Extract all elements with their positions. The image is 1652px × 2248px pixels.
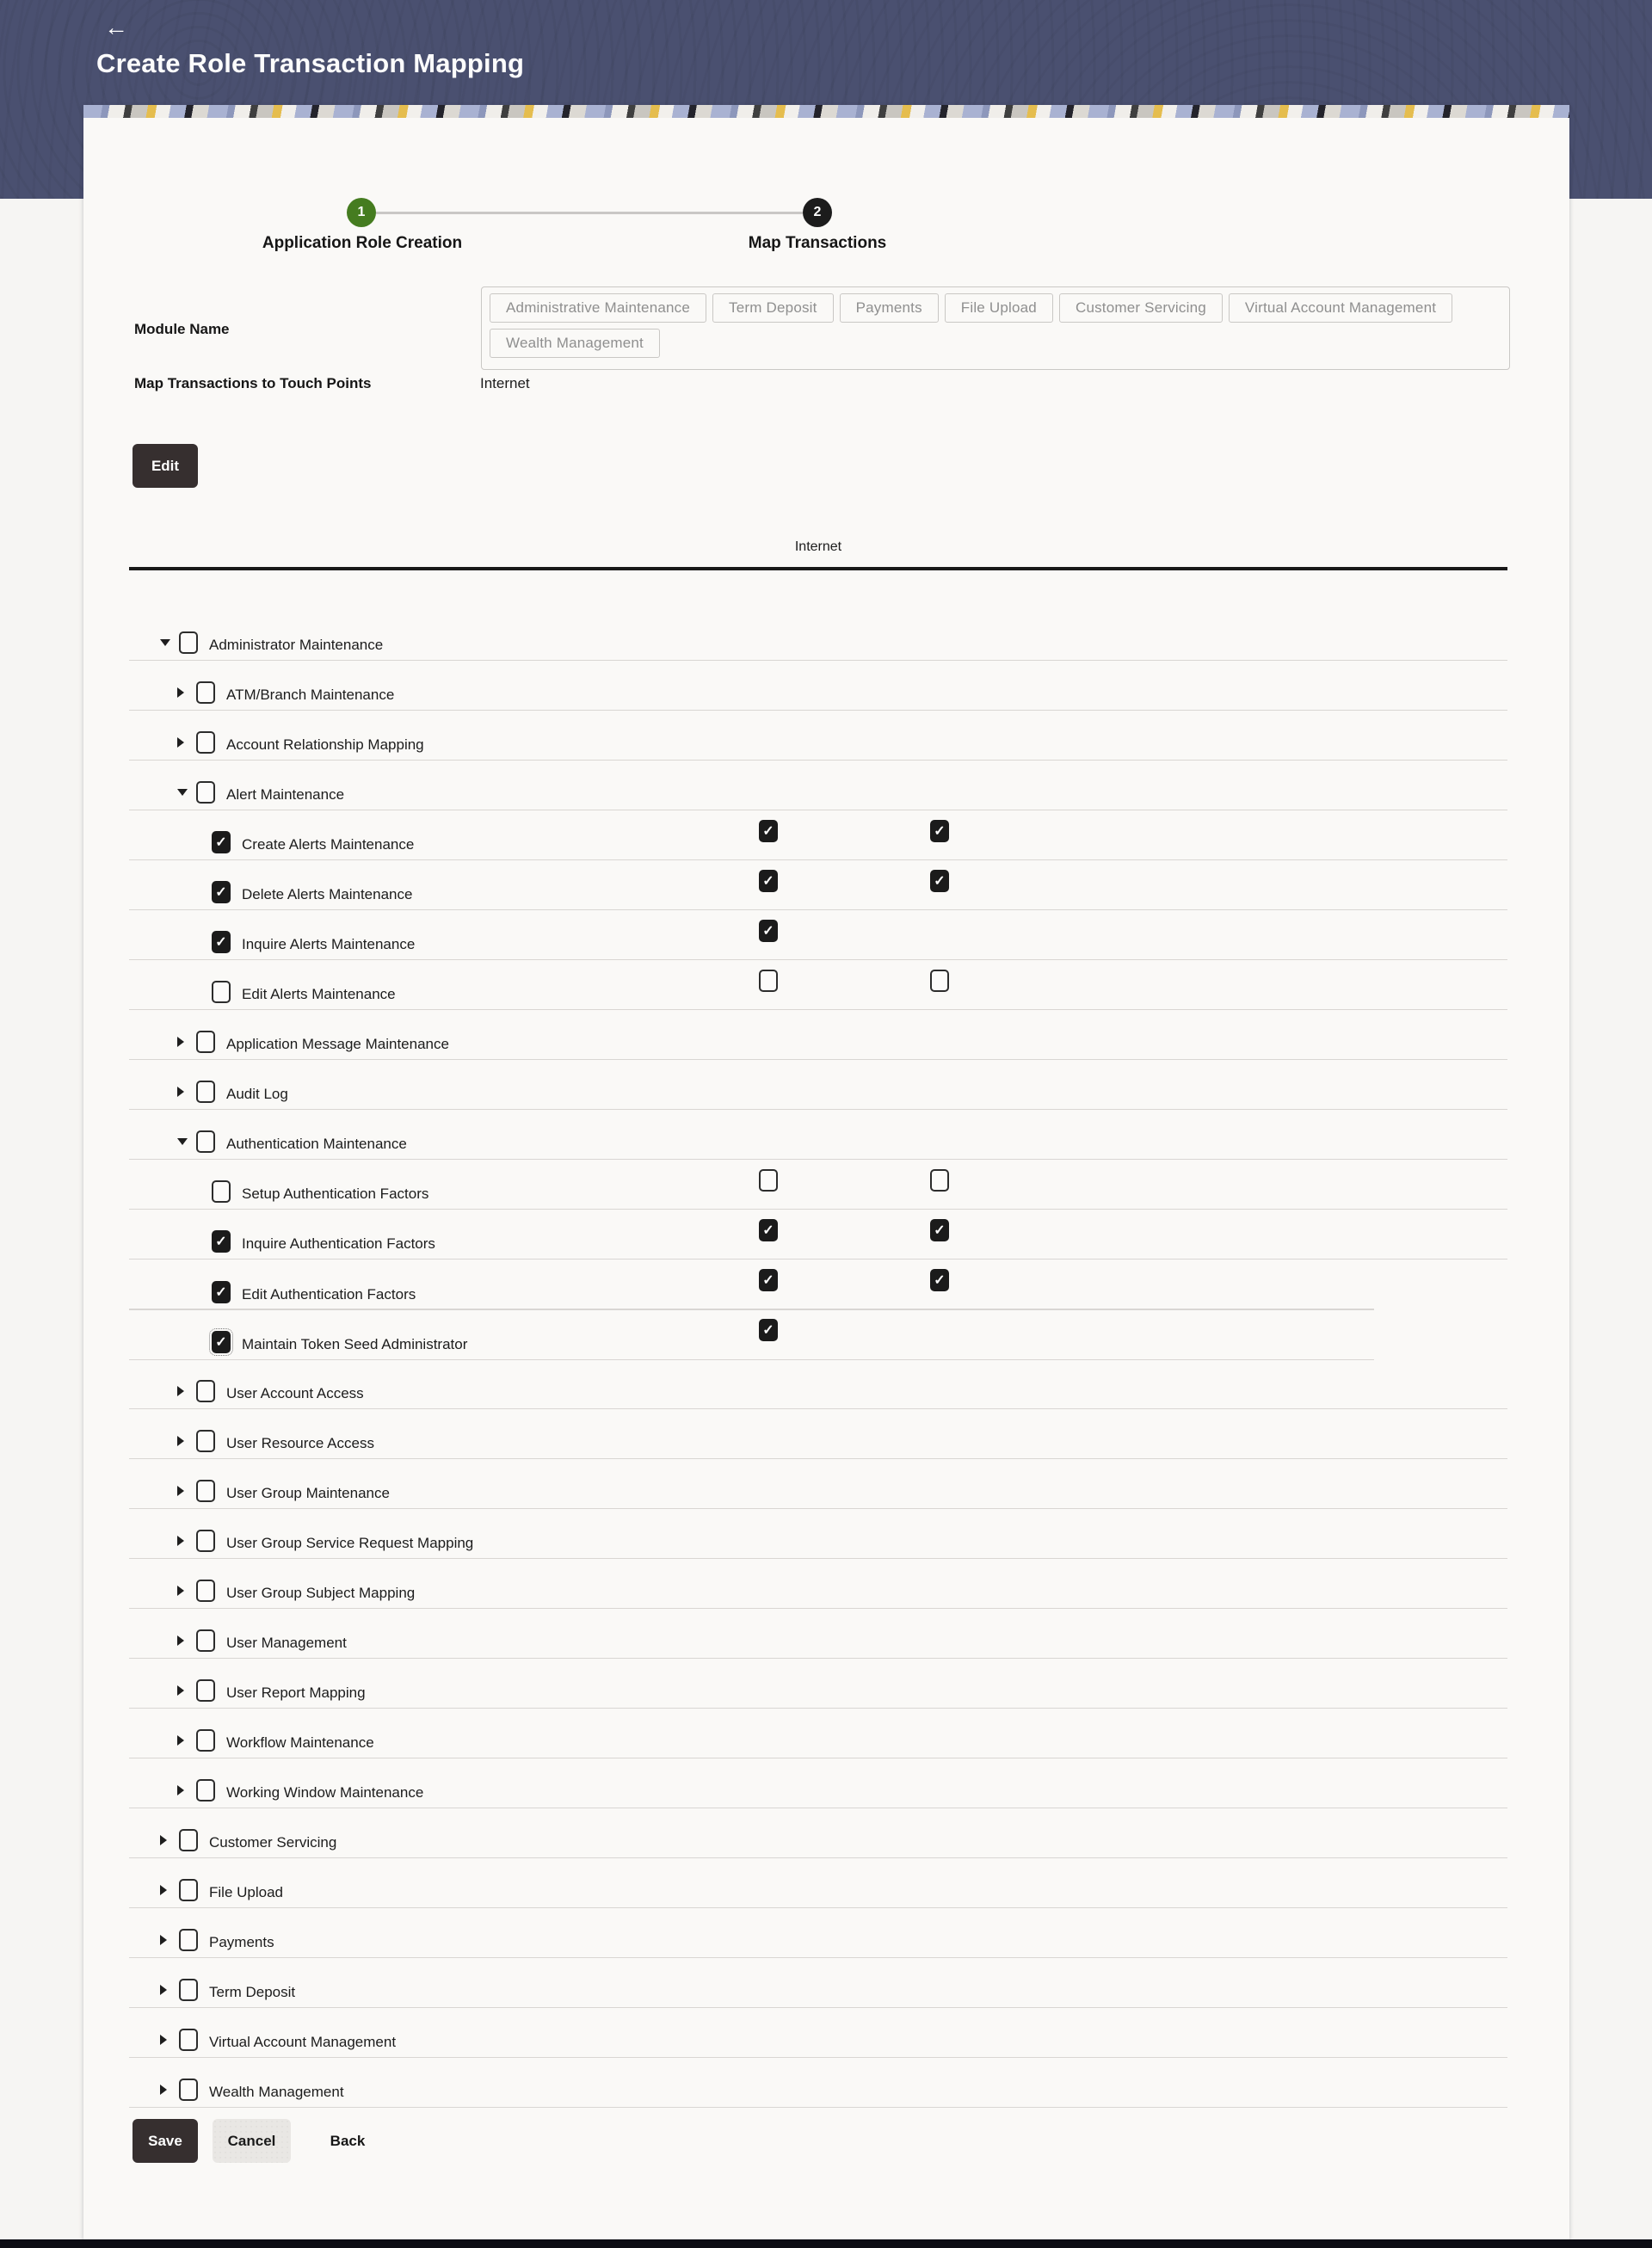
row-checkbox[interactable] bbox=[179, 2079, 198, 2101]
expand-toggle-icon[interactable] bbox=[177, 1138, 188, 1145]
row-checkbox[interactable] bbox=[212, 1180, 231, 1203]
table-row bbox=[129, 1259, 1507, 1309]
row-checkbox[interactable] bbox=[196, 1729, 215, 1752]
row-checkbox[interactable] bbox=[196, 1380, 215, 1402]
step-1-indicator: 1 bbox=[347, 198, 376, 227]
touchpoint-checkbox[interactable] bbox=[759, 820, 778, 842]
expand-toggle-icon[interactable] bbox=[160, 1835, 167, 1845]
row-label: Maintain Token Seed Administrator bbox=[242, 1336, 468, 1352]
row-label: Virtual Account Management bbox=[209, 2034, 397, 2050]
expand-toggle-icon[interactable] bbox=[160, 1985, 167, 1995]
touch-points-value: Internet bbox=[480, 375, 530, 391]
expand-toggle-icon[interactable] bbox=[177, 1386, 184, 1396]
table-header-rule bbox=[129, 567, 1507, 570]
table-row bbox=[129, 1758, 1507, 1808]
touchpoint-checkbox[interactable] bbox=[759, 970, 778, 992]
row-label: ATM/Branch Maintenance bbox=[226, 687, 395, 703]
expand-toggle-icon[interactable] bbox=[177, 687, 184, 698]
touchpoint-checkbox[interactable] bbox=[759, 1169, 778, 1192]
step-2-indicator: 2 bbox=[803, 198, 832, 227]
row-label: Authentication Maintenance bbox=[226, 1136, 407, 1152]
row-checkbox[interactable] bbox=[196, 1480, 215, 1502]
touch-points-label: Map Transactions to Touch Points bbox=[134, 375, 372, 391]
decorative-banner bbox=[83, 105, 1569, 118]
row-checkbox[interactable] bbox=[196, 1629, 215, 1652]
module-chip: Virtual Account Management bbox=[1229, 293, 1452, 323]
row-checkbox[interactable] bbox=[212, 831, 231, 853]
row-label: Inquire Authentication Factors bbox=[242, 1235, 435, 1252]
expand-toggle-icon[interactable] bbox=[160, 639, 170, 646]
cancel-button[interactable]: Cancel bbox=[213, 2119, 291, 2163]
row-label: User Report Mapping bbox=[226, 1684, 366, 1701]
row-label: File Upload bbox=[209, 1884, 283, 1900]
row-label: Delete Alerts Maintenance bbox=[242, 886, 413, 902]
table-row bbox=[129, 1459, 1507, 1509]
touchpoint-checkbox[interactable] bbox=[930, 970, 949, 992]
table-row bbox=[129, 611, 1507, 661]
table-row bbox=[129, 1309, 1507, 1359]
expand-toggle-icon[interactable] bbox=[177, 1037, 184, 1047]
row-label: Alert Maintenance bbox=[226, 786, 345, 803]
row-label: User Group Subject Mapping bbox=[226, 1585, 416, 1601]
expand-toggle-icon[interactable] bbox=[177, 1486, 184, 1496]
table-row bbox=[129, 2008, 1507, 2058]
row-checkbox[interactable] bbox=[196, 781, 215, 804]
row-checkbox[interactable] bbox=[212, 931, 231, 953]
row-label: Administrator Maintenance bbox=[209, 637, 384, 653]
row-label: Customer Servicing bbox=[209, 1834, 337, 1851]
table-row bbox=[129, 1409, 1507, 1459]
row-label: User Resource Access bbox=[226, 1435, 374, 1451]
row-label: Edit Alerts Maintenance bbox=[242, 986, 396, 1002]
table-row bbox=[129, 1060, 1507, 1110]
touchpoint-checkbox[interactable] bbox=[759, 1319, 778, 1341]
table-row bbox=[129, 1858, 1507, 1908]
expand-toggle-icon[interactable] bbox=[160, 2035, 167, 2045]
row-checkbox[interactable] bbox=[212, 1281, 231, 1303]
module-chip: Payments bbox=[840, 293, 939, 323]
table-row bbox=[129, 960, 1507, 1010]
row-checkbox[interactable] bbox=[196, 1779, 215, 1801]
step-2-label: Map Transactions bbox=[748, 234, 887, 252]
row-checkbox[interactable] bbox=[196, 1430, 215, 1452]
page-title: Create Role Transaction Mapping bbox=[96, 48, 525, 78]
touchpoint-checkbox[interactable] bbox=[930, 1169, 949, 1192]
module-chip: Wealth Management bbox=[490, 329, 660, 358]
row-label: User Group Service Request Mapping bbox=[226, 1535, 474, 1551]
row-checkbox[interactable] bbox=[212, 981, 231, 1003]
main-card bbox=[83, 105, 1569, 2239]
row-label: Application Message Maintenance bbox=[226, 1036, 449, 1052]
module-chip: Administrative Maintenance bbox=[490, 293, 706, 323]
back-arrow-icon[interactable]: ← bbox=[104, 14, 128, 40]
row-label: Audit Log bbox=[226, 1086, 288, 1102]
expand-toggle-icon[interactable] bbox=[177, 737, 184, 748]
row-checkbox[interactable] bbox=[179, 1829, 198, 1851]
table-row bbox=[129, 1609, 1507, 1659]
row-checkbox[interactable] bbox=[196, 1081, 215, 1103]
table-row bbox=[129, 910, 1507, 960]
row-checkbox[interactable] bbox=[196, 1530, 215, 1552]
table-row bbox=[129, 1559, 1507, 1609]
save-button[interactable]: Save bbox=[133, 2119, 198, 2163]
module-name-label: Module Name bbox=[134, 321, 230, 337]
table-row bbox=[129, 1110, 1507, 1160]
table-row bbox=[129, 1359, 1507, 1409]
row-label: Workflow Maintenance bbox=[226, 1734, 374, 1751]
row-label: Setup Authentication Factors bbox=[242, 1186, 429, 1202]
expand-toggle-icon[interactable] bbox=[177, 789, 188, 796]
row-checkbox[interactable] bbox=[179, 2029, 198, 2051]
row-checkbox[interactable] bbox=[196, 1679, 215, 1702]
row-label: Wealth Management bbox=[209, 2084, 344, 2100]
touchpoint-checkbox[interactable] bbox=[930, 820, 949, 842]
bottom-bar bbox=[0, 2239, 1652, 2248]
module-chip: Term Deposit bbox=[712, 293, 834, 323]
table-row bbox=[129, 1160, 1507, 1210]
transaction-rows bbox=[129, 611, 1507, 2108]
row-checkbox[interactable] bbox=[179, 1879, 198, 1901]
table-row bbox=[129, 1908, 1507, 1958]
expand-toggle-icon[interactable] bbox=[160, 1935, 167, 1945]
row-checkbox[interactable] bbox=[196, 681, 215, 704]
expand-toggle-icon[interactable] bbox=[177, 1087, 184, 1097]
expand-toggle-icon[interactable] bbox=[177, 1635, 184, 1646]
row-checkbox[interactable] bbox=[179, 1929, 198, 1951]
back-button[interactable]: Back bbox=[309, 2119, 386, 2163]
touchpoint-checkbox[interactable] bbox=[930, 1219, 949, 1241]
row-checkbox[interactable] bbox=[196, 1130, 215, 1153]
touchpoint-checkbox[interactable] bbox=[930, 1269, 949, 1291]
table-row bbox=[129, 1509, 1507, 1559]
row-checkbox[interactable] bbox=[212, 1331, 231, 1353]
touchpoint-checkbox[interactable] bbox=[759, 870, 778, 892]
table-row bbox=[129, 761, 1507, 810]
step-1-label: Application Role Creation bbox=[262, 234, 463, 252]
row-checkbox[interactable] bbox=[179, 1979, 198, 2001]
row-label: User Management bbox=[226, 1635, 347, 1651]
row-label: Create Alerts Maintenance bbox=[242, 836, 415, 853]
row-label: Working Window Maintenance bbox=[226, 1784, 424, 1801]
table-row bbox=[129, 1010, 1507, 1060]
row-checkbox[interactable] bbox=[196, 1580, 215, 1602]
touchpoint-checkbox[interactable] bbox=[759, 1219, 778, 1241]
stepper-connector bbox=[376, 212, 803, 214]
module-chips bbox=[481, 286, 1510, 370]
table-row bbox=[129, 2058, 1507, 2108]
row-label: Inquire Alerts Maintenance bbox=[242, 936, 416, 952]
row-checkbox[interactable] bbox=[212, 1230, 231, 1253]
row-label: Payments bbox=[209, 1934, 274, 1950]
table-row bbox=[129, 860, 1507, 910]
internet-column-header: Internet bbox=[794, 539, 842, 554]
expand-toggle-icon[interactable] bbox=[160, 2085, 167, 2095]
expand-toggle-icon[interactable] bbox=[177, 1436, 184, 1446]
table-row bbox=[129, 1210, 1507, 1259]
table-row bbox=[129, 810, 1507, 860]
module-chip: File Upload bbox=[945, 293, 1053, 323]
expand-toggle-icon[interactable] bbox=[160, 1885, 167, 1895]
touchpoint-checkbox[interactable] bbox=[930, 870, 949, 892]
row-checkbox[interactable] bbox=[196, 731, 215, 754]
table-row bbox=[129, 1958, 1507, 2008]
expand-toggle-icon[interactable] bbox=[177, 1536, 184, 1546]
row-checkbox[interactable] bbox=[179, 631, 198, 654]
row-label: User Group Maintenance bbox=[226, 1485, 390, 1501]
table-row bbox=[129, 711, 1507, 761]
module-chip: Customer Servicing bbox=[1059, 293, 1223, 323]
touchpoint-checkbox[interactable] bbox=[759, 920, 778, 942]
touchpoint-checkbox[interactable] bbox=[759, 1269, 778, 1291]
row-label: Account Relationship Mapping bbox=[226, 736, 424, 753]
table-row bbox=[129, 1659, 1507, 1709]
expand-toggle-icon[interactable] bbox=[177, 1685, 184, 1696]
table-row bbox=[129, 1808, 1507, 1858]
row-label: User Account Access bbox=[226, 1385, 364, 1401]
table-row bbox=[129, 661, 1507, 711]
row-checkbox[interactable] bbox=[212, 881, 231, 903]
expand-toggle-icon[interactable] bbox=[177, 1586, 184, 1596]
expand-toggle-icon[interactable] bbox=[177, 1735, 184, 1746]
expand-toggle-icon[interactable] bbox=[177, 1785, 184, 1795]
row-checkbox[interactable] bbox=[196, 1031, 215, 1053]
table-row bbox=[129, 1709, 1507, 1758]
row-label: Term Deposit bbox=[209, 1984, 296, 2000]
row-label: Edit Authentication Factors bbox=[242, 1286, 416, 1303]
edit-button[interactable]: Edit bbox=[133, 444, 198, 488]
